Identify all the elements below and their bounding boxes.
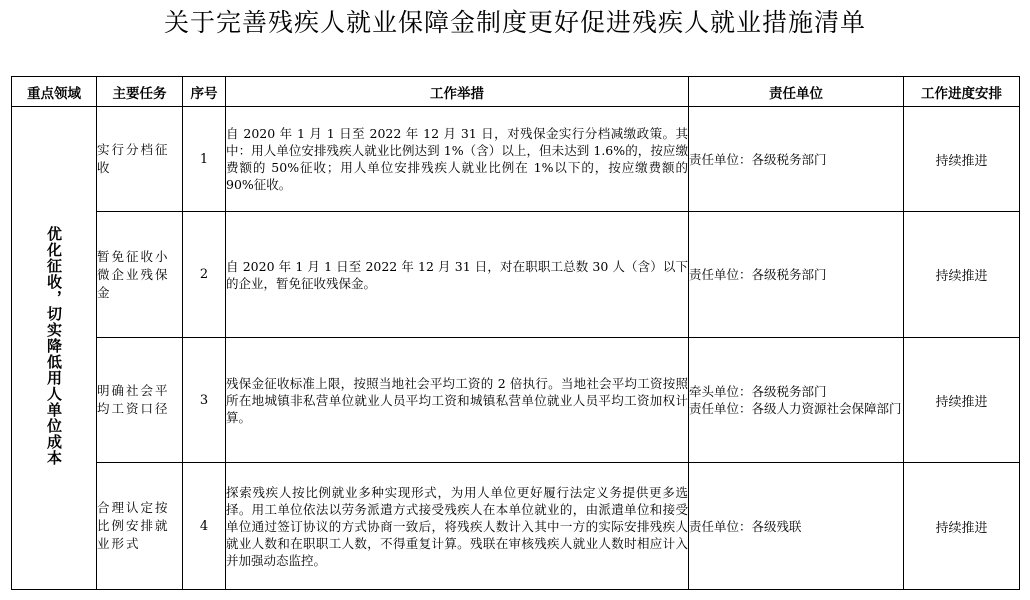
measure-cell: 残保金征收标准上限，按照当地社会平均工资的 2 倍执行。当地社会平均工资按照所在地城镇非私营单位就业人员平均工资和城镇私营单位就业人员平均工资加权计算。: [226, 338, 689, 463]
measure-cell: 自 2020 年 1 月 1 日至 2022 年 12 月 31 日，对残保金实行分档减缴政策。其中：用人单位安排残疾人就业比例达到 1%（含）以上，但未达到 1.6%的，按应缴费额的 50%征收；用人单位安排残疾人就业比例在 1%以下的，按应缴费额的 90%征收。: [226, 107, 689, 212]
responsible-cell: [689, 463, 904, 590]
table-row: [12, 463, 1020, 590]
page-title: 关于完善残疾人就业保障金制度更好促进残疾人就业措施清单: [163, 8, 866, 37]
task-cell: 实行分档征收: [97, 107, 183, 212]
header-measure: 工作举措: [226, 77, 689, 107]
responsible-cell: [689, 212, 904, 338]
task-cell: 合理认定按比例安排就业形式: [97, 463, 183, 590]
measure-cell: 探索残疾人按比例就业多种实现形式，为用人单位更好履行法定义务提供更多选择。用工单位依法以劳务派遣方式接受残疾人在本单位就业的，由派遣单位和接受单位通过签订协议的方式协商一致后，将残疾人数计入其中一方的实际安排残疾人就业人数和在职职工人数，不得重复计算。残联在审核残疾人就业人数时相应计入并加强动态监控。: [226, 463, 689, 590]
header-responsible: 责任单位: [689, 77, 904, 107]
table-row: [12, 212, 1020, 338]
task-cell: 明确社会平均工资口径: [97, 338, 183, 463]
table-row: [12, 107, 1020, 212]
num-cell: 2: [183, 212, 226, 338]
num-cell: 3: [183, 338, 226, 463]
responsible-cell: [689, 107, 904, 212]
num-cell: 1: [183, 107, 226, 212]
task-cell: 暂免征收小微企业残保金: [97, 212, 183, 338]
responsible-line: 责任单位：各级税务部门: [689, 267, 827, 282]
area-label: 优化征收，切实降低用人单位成本: [45, 226, 63, 466]
responsible-line: 责任单位：各级税务部门: [689, 151, 827, 167]
header-progress: 工作进度安排: [904, 77, 1020, 107]
area-cell: [12, 107, 97, 590]
measures-table: [11, 76, 1020, 590]
header-task: 主要任务: [97, 77, 183, 107]
lead-unit-line: 牵头单位：各级税务部门: [689, 384, 827, 399]
measure-cell: 自 2020 年 1 月 1 日至 2022 年 12 月 31 日，对在职职工总数 30 人（含）以下的企业，暂免征收残保金。: [226, 212, 689, 338]
progress-cell: 持续推进: [904, 212, 1020, 338]
table-header-row: [12, 77, 1020, 107]
header-area: 重点领域: [12, 77, 97, 107]
progress-cell: 持续推进: [904, 338, 1020, 463]
responsible-cell: [689, 338, 904, 463]
progress-cell: 持续推进: [904, 463, 1020, 590]
header-num: 序号: [183, 77, 226, 107]
responsible-line: 责任单位：各级残联: [689, 518, 802, 534]
responsible-line: 责任单位：各级人力资源社会保障部门: [689, 401, 902, 416]
table-row: [12, 338, 1020, 463]
num-cell: 4: [183, 463, 226, 590]
progress-cell: 持续推进: [904, 107, 1020, 212]
